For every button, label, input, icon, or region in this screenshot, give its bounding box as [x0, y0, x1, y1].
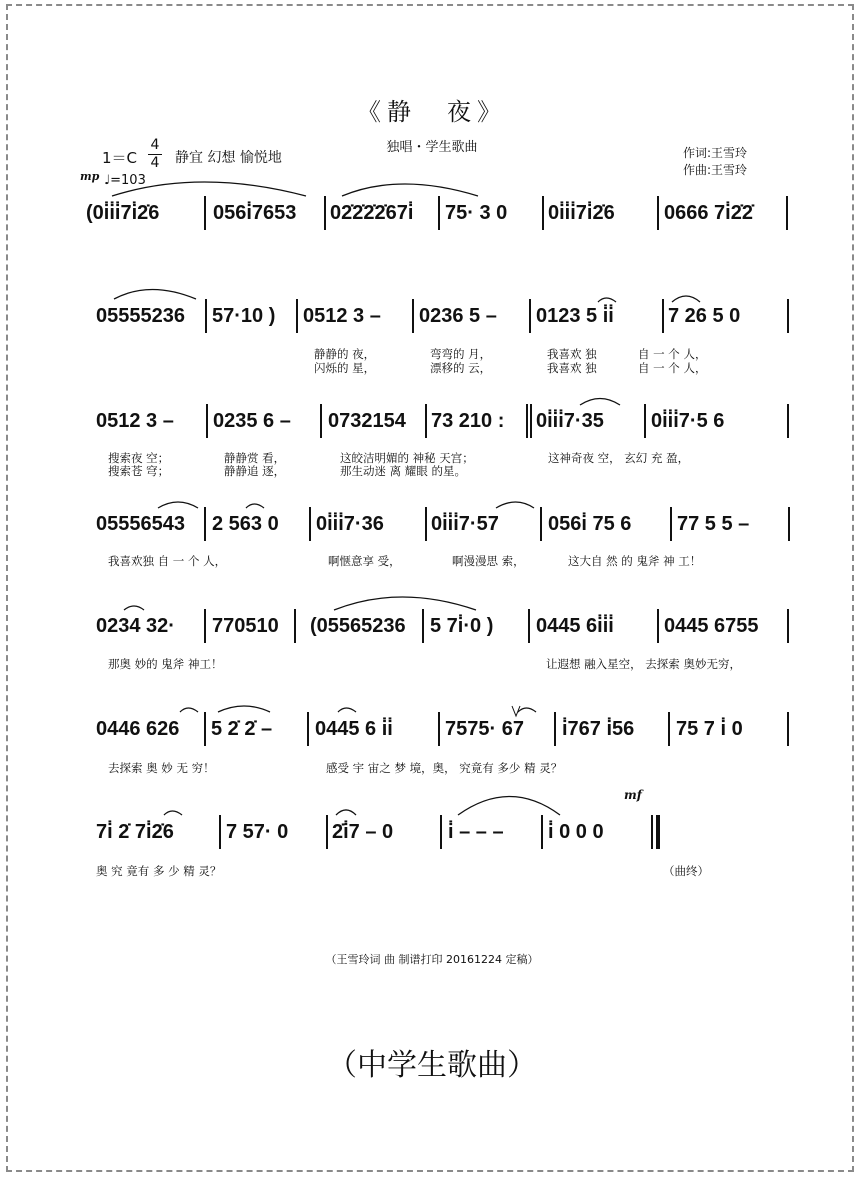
- lyric: 搜索苍 穹；: [108, 464, 170, 478]
- measure: 5 7i̇·0 ): [430, 615, 494, 637]
- measure: 5 2̇ 2̇ –: [211, 718, 273, 740]
- measure: 0235 6 –: [213, 410, 291, 432]
- lyric: 感受 宇 宙之 梦 境，奥， 究竟有 多少 精 灵？: [326, 761, 563, 775]
- composer: 作曲:王雪玲: [683, 163, 748, 177]
- measure: 2 563 0: [212, 513, 279, 535]
- lyric: 我喜欢 独: [547, 361, 597, 375]
- final-bar-thin: [651, 815, 653, 849]
- measure: 0i̇i̇i̇7·57: [431, 513, 499, 535]
- bar-line: [326, 815, 328, 849]
- lyric: 静静追 逐，: [224, 464, 286, 478]
- lyric: 我喜欢独 自 一 个 人，: [108, 554, 227, 568]
- measure: 02̇2̇2̇2̇67i̇: [330, 202, 414, 224]
- measure: 0445 6 i̇i̇: [315, 718, 393, 740]
- lyric: 弯弯的 月，: [430, 347, 492, 361]
- lyric: 静静的 夜，: [314, 347, 376, 361]
- measure: 75 7 i̇ 0: [676, 718, 743, 740]
- measure: 0123 5 i̇i̇: [536, 305, 614, 327]
- tempo-value: =103: [110, 173, 146, 188]
- lyricist: 作词:王雪玲: [683, 146, 748, 160]
- measure: 7 26 5 0: [668, 305, 741, 327]
- lyric: 自 一 个 人，: [638, 361, 707, 375]
- measure: i̇767 i̇56: [562, 718, 635, 740]
- measure: 7i̇ 2̇ 7i̇2̇6: [96, 821, 174, 843]
- measure: 77 5 5 –: [677, 513, 750, 535]
- final-bar-thick: [656, 815, 660, 849]
- measure: 056i̇7653: [213, 202, 297, 224]
- measure: 0512 3 –: [96, 410, 174, 432]
- lyric: 那生动迷 离 耀眼 的星。: [340, 464, 466, 478]
- measure: 0445 6755: [664, 615, 759, 637]
- measure: 0i̇i̇i̇7i̇2̇6: [548, 202, 615, 224]
- lyric: 啊惬意享 受，: [328, 554, 401, 568]
- ending-mark: （曲终）: [663, 864, 709, 878]
- measure: 7575· 67: [445, 718, 524, 740]
- bar-line: [541, 815, 543, 849]
- category-title: （中学生歌曲）: [327, 1048, 537, 1083]
- lyric: 搜索夜 空；: [108, 451, 170, 465]
- measure: 0234 32·: [96, 615, 175, 637]
- measure: 0236 5 –: [419, 305, 497, 327]
- dynamic-mf: mf: [624, 788, 642, 802]
- quarter-note-icon: ♩: [104, 173, 111, 188]
- lyric: 我喜欢 独: [547, 347, 597, 361]
- time-bottom: 4: [148, 154, 162, 172]
- measure: 2̇i̇7 – 0: [332, 821, 394, 843]
- measure: 0i̇i̇i̇7·5 6: [651, 410, 725, 432]
- measure: 05555236: [96, 305, 185, 327]
- measure: 0446 626: [96, 718, 180, 740]
- lyric: 这皎洁明媚的 神秘 天宫；: [340, 451, 474, 465]
- measure: i̇ 0 0 0: [548, 821, 604, 843]
- measure: 7 57· 0: [226, 821, 289, 843]
- lyric: 闪烁的 星，: [314, 361, 376, 375]
- measure: 73 210 :: [431, 410, 505, 432]
- measure: 75· 3 0: [445, 202, 508, 224]
- measure: 57·10 ): [212, 305, 276, 327]
- lyric: 这大自 然 的 鬼斧 神 工！: [568, 554, 702, 568]
- bar-line: [440, 815, 442, 849]
- measure: 05556543: [96, 513, 185, 535]
- lyric: 静静赏 看，: [224, 451, 286, 465]
- measure: 770510: [212, 615, 279, 637]
- bar-line: [219, 815, 221, 849]
- measure: 0732154: [328, 410, 406, 432]
- footer-note: （王雪玲词 曲 制谱打印 20161224 定稿）: [325, 953, 539, 966]
- lyric: 啊漫漫思 索，: [452, 554, 525, 568]
- expression-mark: 静宜 幻想 愉悦地: [175, 150, 282, 166]
- lyric: 让遐想 融入星空， 去探索 奥妙无穷，: [546, 657, 741, 671]
- lyric: 那奥 妙的 鬼斧 神工！: [108, 657, 223, 671]
- measure: i̇ – – –: [448, 821, 504, 843]
- time-top: 4: [150, 137, 160, 153]
- measure: 0i̇i̇i̇7·36: [316, 513, 384, 535]
- key-signature: 1＝C: [102, 149, 138, 167]
- song-title: 《静 夜》: [357, 98, 507, 126]
- lyric: 去探索 奥 妙 无 穷！: [108, 761, 215, 775]
- song-subtitle: 独唱・学生歌曲: [386, 140, 478, 155]
- measure: 0512 3 –: [303, 305, 381, 327]
- dynamic-mp: mp: [80, 170, 100, 183]
- measure: (05565236: [310, 615, 406, 637]
- measure: (0i̇i̇i̇7i̇2̇6: [86, 202, 160, 224]
- measure: 0i̇i̇i̇7·35: [536, 410, 604, 432]
- lyric: 自 一 个 人，: [638, 347, 707, 361]
- lyric: 奥 究 竟有 多 少 精 灵？: [96, 864, 222, 878]
- measure: 056i̇ 75 6: [548, 513, 632, 535]
- measure: 0445 6i̇i̇i̇: [536, 615, 614, 637]
- measure: 0666 7i̇2̇2̇: [664, 202, 753, 224]
- lyric: 漂移的 云，: [430, 361, 492, 375]
- lyric: 这神奇夜 空， 玄幻 充 盈，: [548, 451, 690, 465]
